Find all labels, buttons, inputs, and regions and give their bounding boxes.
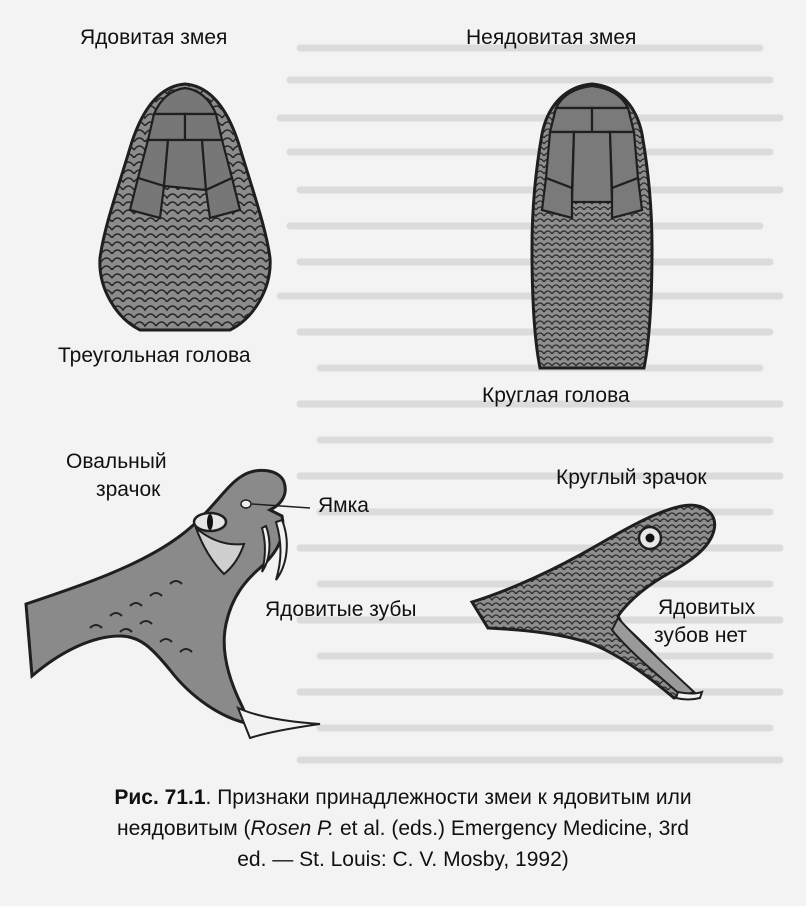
round-head-illustration	[512, 78, 672, 374]
venomous-snake-side-view	[20, 456, 340, 756]
caption-text-2a: неядовитым (	[117, 817, 251, 840]
caption-line-3	[16, 844, 790, 875]
jaw-tip	[676, 692, 702, 700]
label-pit: Ямка	[318, 494, 369, 517]
caption-text-1: . Признаки принадлежности змеи к ядовитым или	[205, 786, 692, 809]
caption-line-1	[16, 782, 790, 813]
figure-caption	[16, 782, 790, 875]
round-pupil	[646, 534, 655, 543]
upper-fang	[276, 520, 287, 580]
caption-text-3: ed. — St. Louis: C. V. Mosby, 1992)	[237, 848, 569, 871]
oval-pupil	[207, 514, 213, 530]
lower-jaw-tip	[238, 708, 320, 738]
triangular-head-illustration	[90, 78, 280, 336]
label-venomous: Ядовитая змея	[80, 26, 228, 49]
label-no-fangs-1: Ядовитых	[658, 596, 756, 619]
label-oval-pupil-1: Овальный	[66, 450, 167, 473]
head-plates	[542, 86, 642, 218]
caption-line-2	[16, 813, 790, 844]
label-round-pupil: Круглый зрачок	[556, 466, 707, 489]
label-round-head: Круглая голова	[482, 384, 630, 407]
label-no-fangs-2: зубов нет	[654, 624, 748, 647]
label-triangular-head: Треугольная голова	[58, 344, 251, 367]
label-oval-pupil-2: зрачок	[96, 478, 161, 501]
label-fangs: Ядовитые зубы	[265, 598, 417, 621]
caption-text-2b: et al. (eds.) Emergency Medicine, 3rd	[334, 817, 689, 840]
nonvenomous-snake-side-view	[468, 498, 724, 712]
nonvenomous-snake-head	[472, 505, 715, 698]
caption-figure-number: Рис. 71.1	[114, 786, 206, 809]
pit	[241, 500, 251, 508]
label-nonvenomous: Неядовитая змея	[466, 26, 637, 49]
caption-author: Rosen P.	[250, 817, 335, 840]
